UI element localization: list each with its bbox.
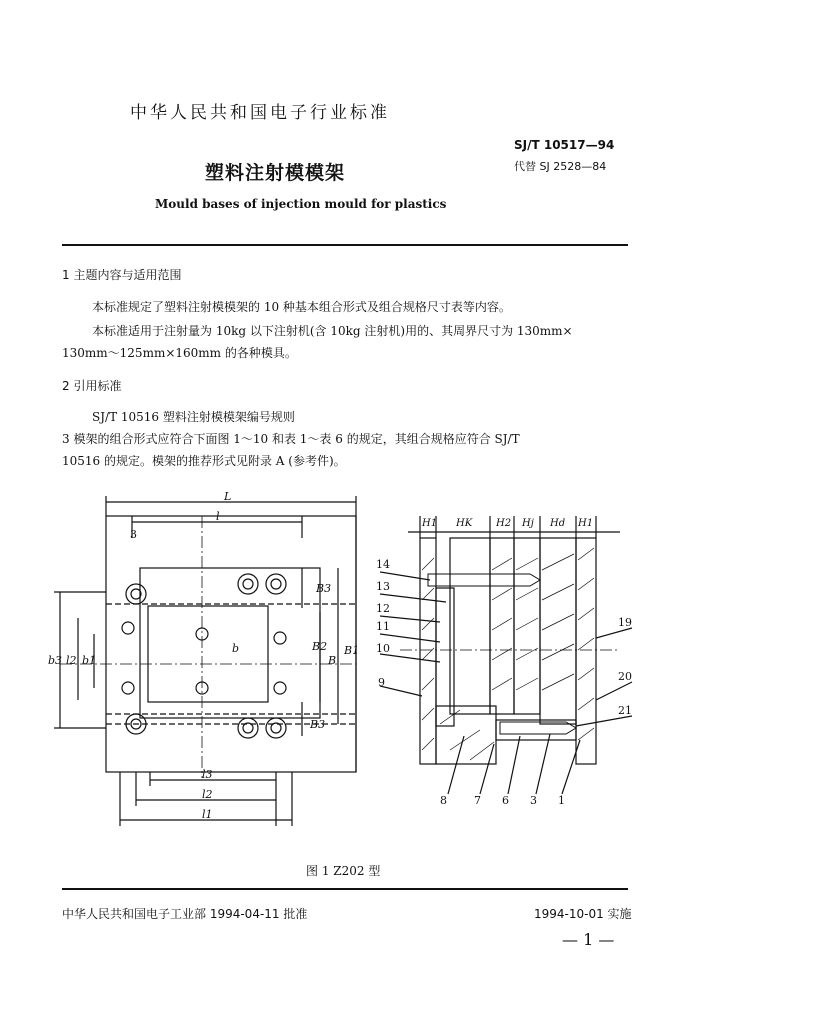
section-1-paragraph: 本标准适用于注射量为 10kg 以下注射机(含 10kg 注射机)用的、其周界尺寸为 130mm× <box>92 324 573 338</box>
plan-label-B3: B3 <box>316 582 332 595</box>
callout-11: 11 <box>376 620 390 633</box>
section-1-paragraph: 本标准规定了塑料注射模模架的 10 种基本组合形式及组合规格尺寸表等内容。 <box>92 300 511 314</box>
plan-inner-plate <box>140 568 320 718</box>
section-label-HK: HK <box>456 518 473 529</box>
callout-8: 8 <box>440 794 447 807</box>
callout-20: 20 <box>618 670 632 683</box>
standard-number: SJ/T 10517—94 <box>514 138 615 152</box>
standard-replaces: 代替 SJ 2528—84 <box>514 160 607 173</box>
callout-10: 10 <box>376 642 390 655</box>
figure-plan-view <box>40 488 380 840</box>
plan-label-l2-vertical: l2 <box>66 654 77 667</box>
footer-implementation: 1994-10-01 实施 <box>534 907 632 921</box>
callout-3: 3 <box>530 794 537 807</box>
plan-label-L: L <box>224 490 232 503</box>
standard-category: 中华人民共和国电子行业标准 <box>130 103 390 123</box>
callout-12: 12 <box>376 602 390 615</box>
section-2-heading: 2 引用标准 <box>62 379 122 393</box>
section-label-Hj: Hj <box>522 518 534 529</box>
callout-13: 13 <box>376 580 390 593</box>
plan-label-l: l <box>216 510 220 523</box>
plan-label-3: 3 <box>130 528 137 541</box>
section-2-reference: SJ/T 10516 塑料注射模模架编号规则 <box>92 410 295 424</box>
plan-label-b3: b3 <box>48 654 63 667</box>
section-label-H2: H2 <box>496 518 512 529</box>
section-1-paragraph: 130mm～125mm×160mm 的各种模具。 <box>62 346 297 360</box>
callout-6: 6 <box>502 794 509 807</box>
section-label-H1: H1 <box>422 518 438 529</box>
header-rule <box>62 244 628 246</box>
figure-caption: 图 1 Z202 型 <box>306 864 381 878</box>
plan-label-b: b <box>232 642 240 655</box>
callout-19: 19 <box>618 616 632 629</box>
document-subtitle: Mould bases of injection mould for plastics <box>155 197 447 211</box>
plan-label-B2: B2 <box>312 640 328 653</box>
plan-label-l1: l1 <box>202 808 213 821</box>
plan-label-B3-lower: B3 <box>310 718 326 731</box>
plan-label-b1: b1 <box>82 654 97 667</box>
plan-label-B: B <box>328 654 337 667</box>
section-3-paragraph: 10516 的规定。模架的推荐形式见附录 A (参考件)。 <box>62 454 346 468</box>
callout-14: 14 <box>376 558 390 571</box>
section-label-Hl: H1 <box>578 518 594 529</box>
section-label-Hd: Hd <box>550 518 566 529</box>
page-number: — 1 — <box>562 930 615 949</box>
section-3-heading: 3 模架的组合形式应符合下面图 1～10 和表 1～表 6 的规定，其组合规格应符合 SJ/T <box>62 432 520 446</box>
figure-section-view <box>370 510 640 810</box>
section-fixed-plate <box>576 538 596 764</box>
plan-label-B1: B1 <box>344 644 360 657</box>
callout-7: 7 <box>474 794 481 807</box>
section-clamp-plate <box>420 538 436 764</box>
callout-1: 1 <box>558 794 565 807</box>
section-1-heading: 1 主题内容与适用范围 <box>62 268 182 282</box>
plan-label-l2: l2 <box>202 788 213 801</box>
callout-9: 9 <box>378 676 385 689</box>
footer-approval: 中华人民共和国电子工业部 1994-04-11 批准 <box>62 907 308 921</box>
footer-rule <box>62 888 628 890</box>
callout-21: 21 <box>618 704 632 717</box>
plan-label-l3: l3 <box>202 768 213 781</box>
document-title: 塑料注射模模架 <box>205 162 346 184</box>
